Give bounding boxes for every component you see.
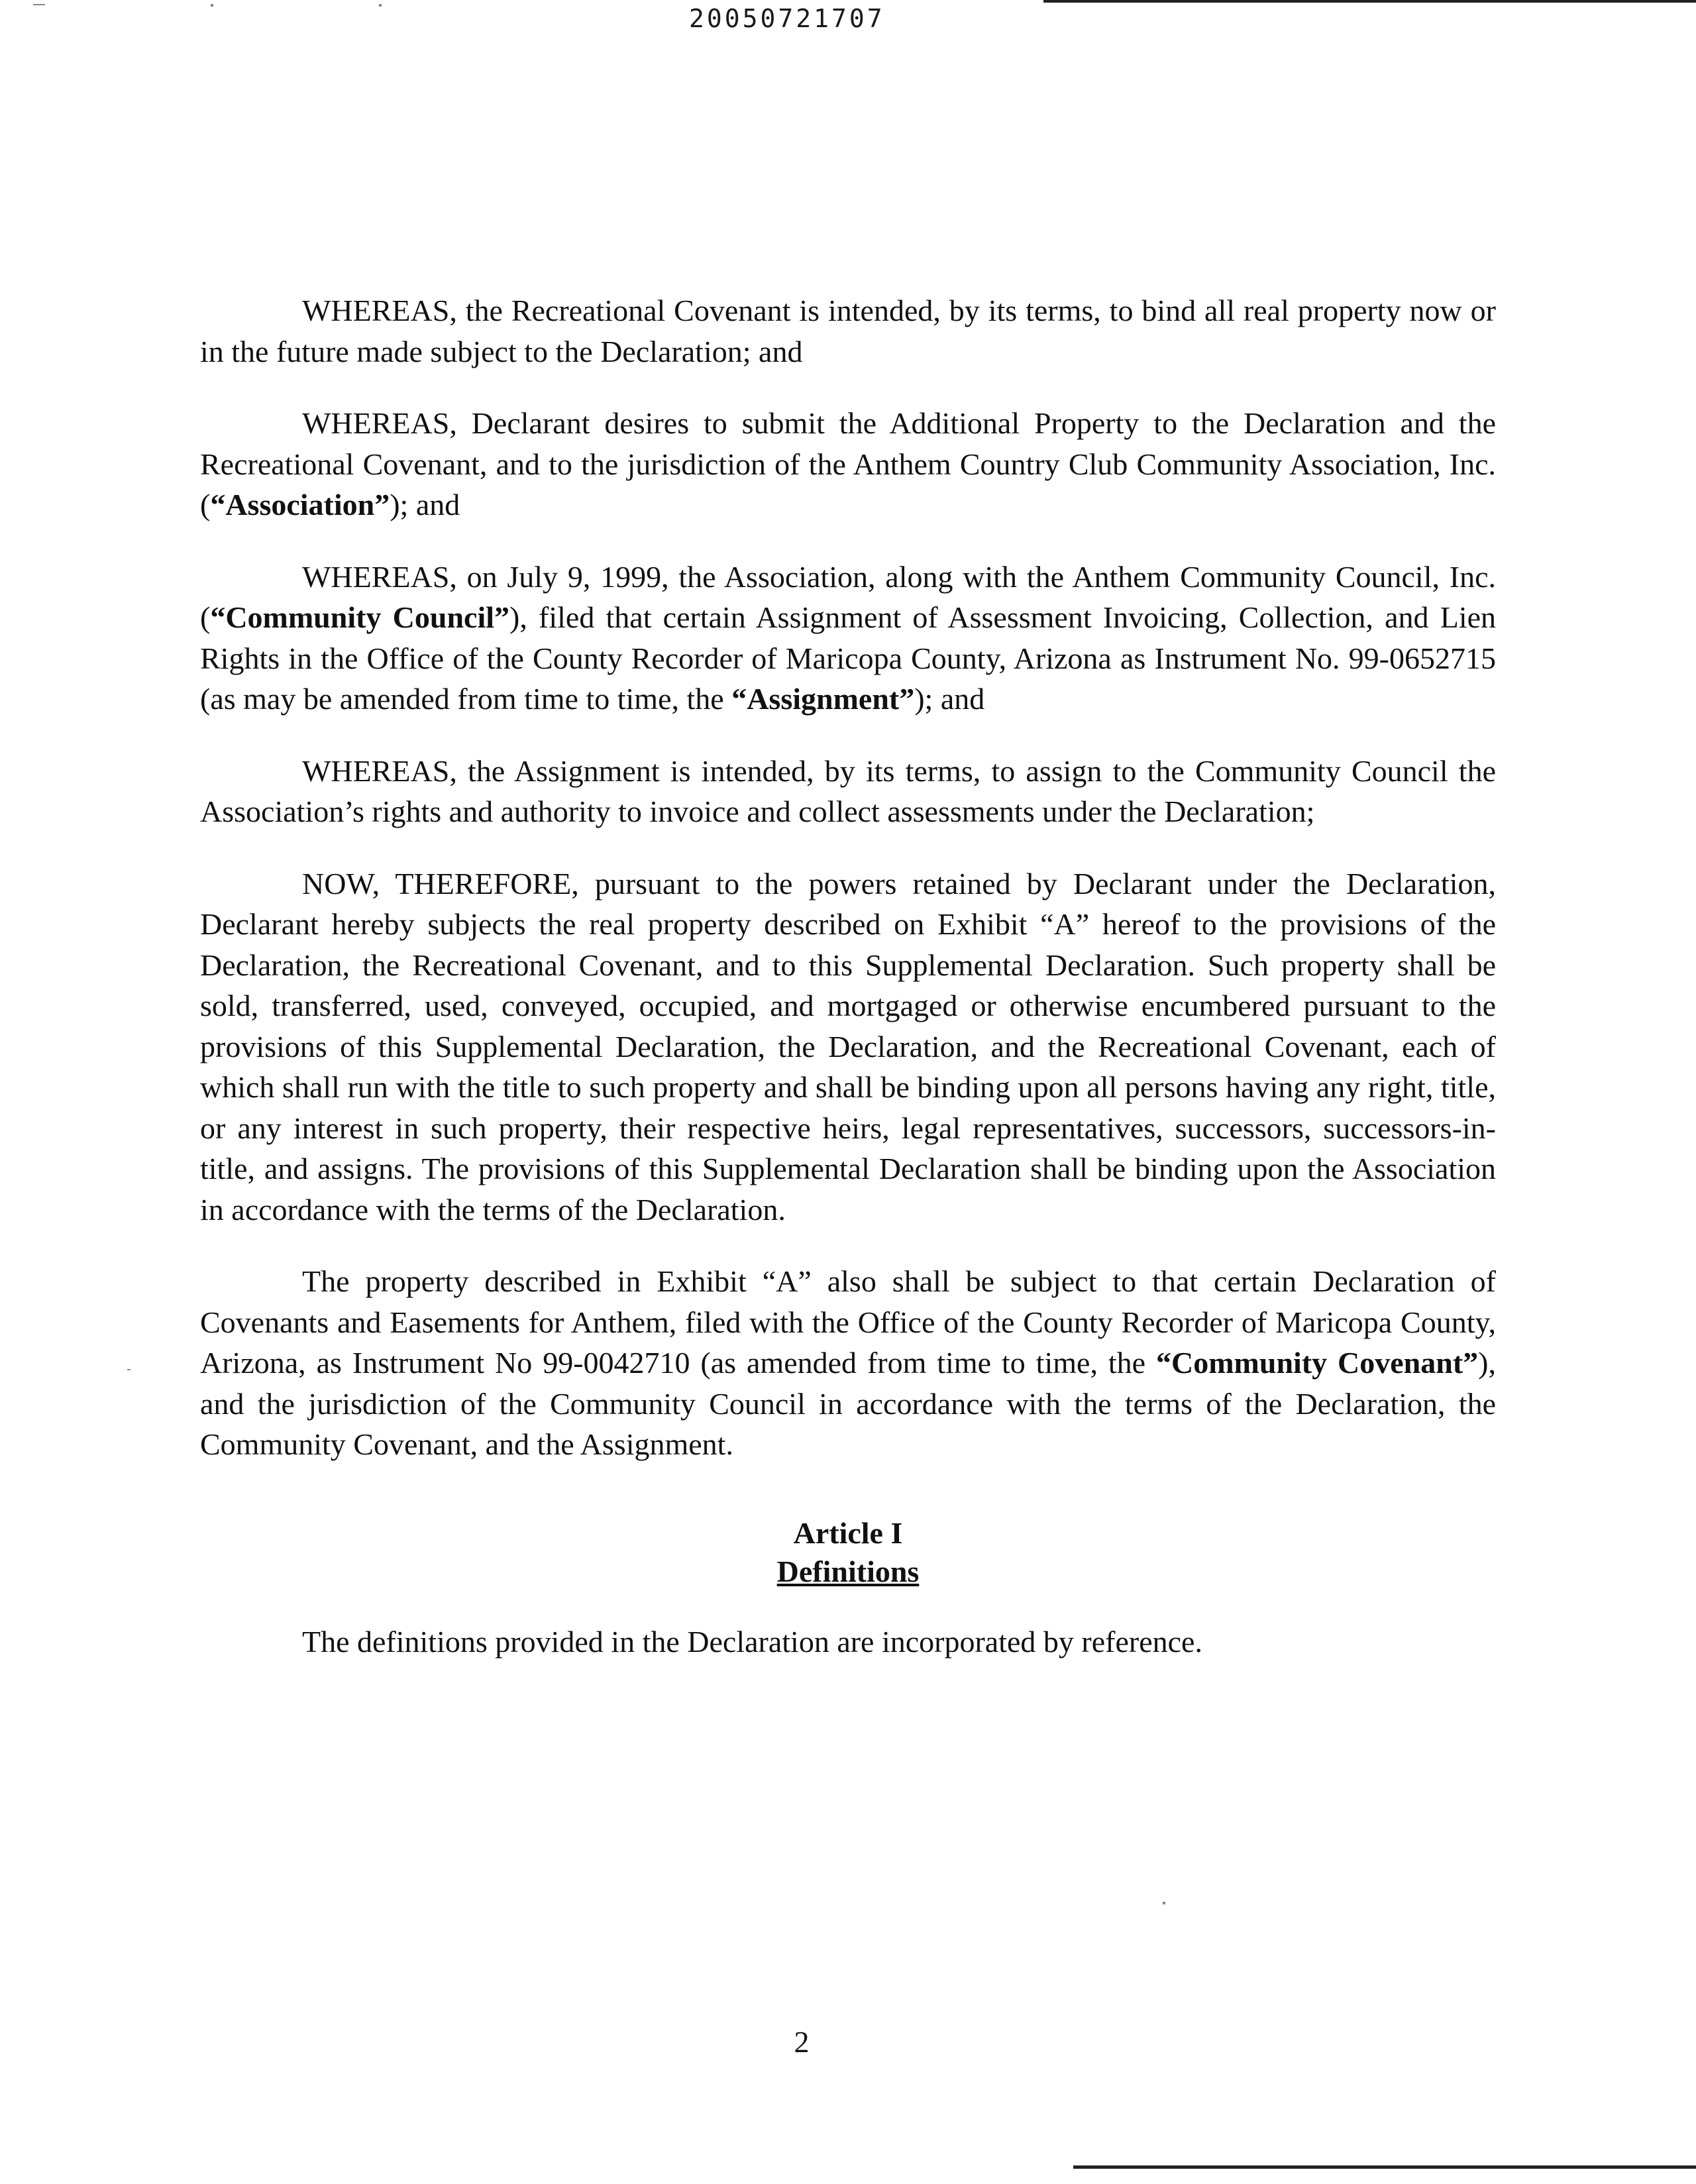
paragraph-text: WHEREAS, the Recreational Covenant is intended, by its terms, to bind all real property now or in the future made subject to the Declaration; and (200, 294, 1496, 368)
paragraph-text: The property described in Exhibit “A” also shall be subject to that certain Declaration of Covenants and Easements for Anthem, filed with the Office of the County Recorder of Maricopa County, Arizona, as Instrument No 99-0042710 (as amended from time to time, the (200, 1264, 1496, 1380)
paragraph-text: WHEREAS, the Assignment is intended, by its terms, to assign to the Community Council the Association’s rights and authority to invoice and collect assessments under the Declaration; (200, 753, 1496, 828)
document-body (200, 290, 1496, 1692)
exhibit-a-paragraph (200, 1261, 1496, 1465)
paragraph-text: ), and the jurisdiction of the Community Council in accordance with the terms of the Declaration, the Community Covenant, and the Assignment. (200, 1346, 1496, 1461)
whereas-paragraph-4 (200, 751, 1496, 832)
paragraph-text: NOW, THEREFORE, pursuant to the powers retained by Declarant under the Declaration, Declarant hereby subjects the real property described on Exhibit “A” hereof to the provisions of the Declaration, the Recreational Covenant, and to this Supplemental Declaration. Such property shall be sold, transferred, used, conveyed, occupied, and mortgaged or otherwise encumbered pursuant to the provisions of this Supplemental Declaration, the Declaration, and the Recreational Covenant, each of which shall run with the title to such property and shall be binding upon all persons having any right, title, or any interest in such property, their respective heirs, legal representatives, successors, successors-in-title, and assigns. The provisions of this Supplemental Declaration shall be binding upon the Association in accordance with the terms of the Declaration. (200, 866, 1496, 1227)
whereas-paragraph-2 (200, 403, 1496, 525)
paragraph-text: ), filed that certain Assignment of Assessment Invoicing, Collection, and Lien Rights in the Office of the County Recorder of Maricopa County, Arizona as Instrument No. 99-0652715 (as may be amended from time to time, the (200, 600, 1497, 716)
defined-term-community-council: “Community Council” (210, 600, 510, 634)
paragraph-text: ); and (914, 682, 985, 716)
page-number: 2 (794, 2025, 810, 2059)
document-number: 20050721707 (689, 4, 885, 33)
defined-term-assignment: “Assignment” (731, 682, 915, 716)
scan-mark (127, 1369, 131, 1370)
whereas-paragraph-1 (200, 290, 1496, 372)
paragraph-text: ); and (390, 488, 460, 521)
article-heading (200, 1514, 1496, 1591)
definitions-paragraph: The definitions provided in the Declaration are incorporated by reference. (302, 1624, 1202, 1659)
scan-mark (379, 4, 382, 7)
scan-mark (33, 4, 45, 5)
top-scan-rule (1043, 0, 1696, 3)
paragraph-text: WHEREAS, Declarant desires to submit the Additional Property to the Declaration and the Recreational Covenant, and to the jurisdiction of the Anthem Country Club Community Association, Inc. ( (200, 406, 1496, 521)
whereas-paragraph-3 (200, 557, 1496, 720)
article-title: Article I (793, 1515, 903, 1550)
paragraph-text: WHEREAS, on July 9, 1999, the Association, along with the Anthem Community Council, Inc. ( (200, 559, 1496, 634)
article-subtitle: Definitions (776, 1554, 920, 1588)
defined-term-community-covenant: “Community Covenant” (1156, 1346, 1479, 1380)
bottom-scan-rule (1073, 2165, 1696, 2169)
scan-mark (1163, 1902, 1165, 1904)
scan-mark (211, 4, 213, 7)
defined-term-association: “Association” (210, 488, 390, 521)
now-therefore-paragraph (200, 863, 1496, 1230)
